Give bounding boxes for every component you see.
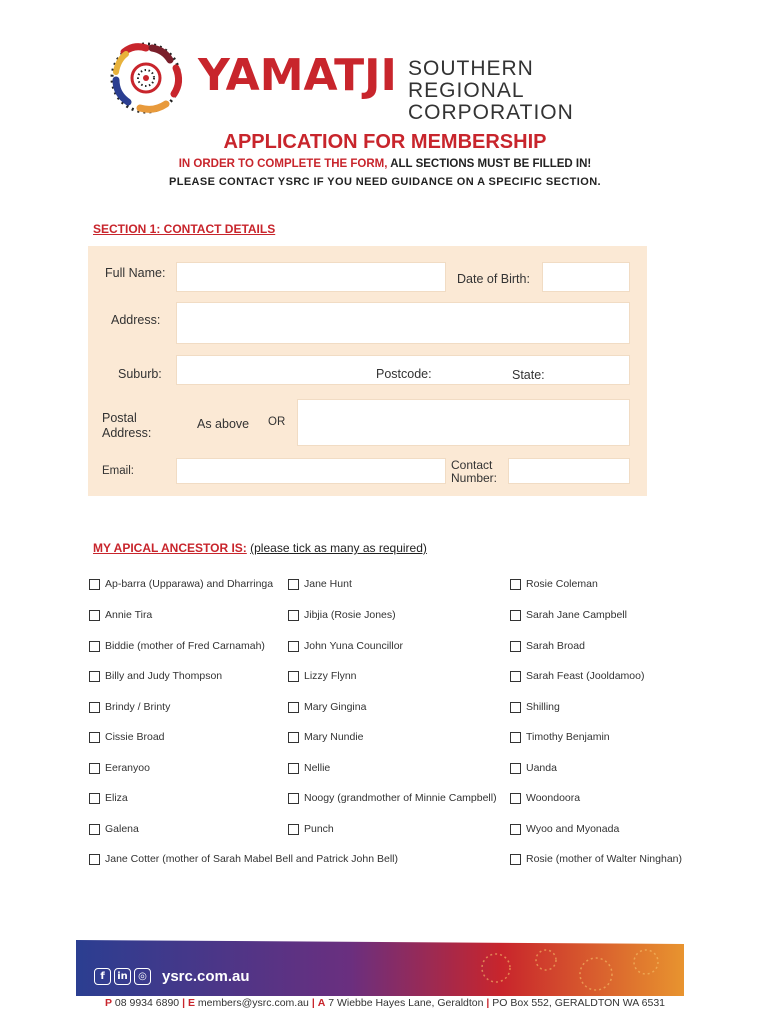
- logo-wordmark: YAMATJI: [198, 50, 397, 101]
- ancestor-label: Eeranyoo: [105, 762, 150, 774]
- checkbox[interactable]: [510, 854, 521, 865]
- ancestor-option[interactable]: [510, 853, 682, 865]
- ancestor-option[interactable]: [510, 762, 557, 774]
- checkbox[interactable]: [89, 854, 100, 865]
- instruction-line1: [0, 158, 770, 170]
- ancestor-label: Lizzy Flynn: [304, 670, 357, 682]
- contact-label-line2: Number:: [451, 471, 498, 485]
- phone-number: 08 9934 6890: [111, 997, 183, 1009]
- ancestor-label: Jibjia (Rosie Jones): [304, 609, 396, 621]
- ancestor-option[interactable]: [89, 762, 150, 774]
- checkbox[interactable]: [288, 732, 299, 743]
- po-box: PO Box 552, GERALDTON WA 6531: [489, 997, 666, 1009]
- instruction-emphasis: IN ORDER TO COMPLETE THE FORM,: [178, 158, 388, 170]
- ancestor-option[interactable]: [89, 853, 398, 865]
- separator: |: [311, 997, 315, 1009]
- section1-heading: SECTION 1: CONTACT DETAILS: [93, 222, 276, 236]
- ancestor-label: Galena: [105, 823, 139, 835]
- logo-subtitle-line1: SOUTHERN REGIONAL: [408, 57, 534, 102]
- ancestor-label: Billy and Judy Thompson: [105, 670, 223, 682]
- instagram-icon[interactable]: ◎: [134, 968, 151, 985]
- checkbox[interactable]: [288, 641, 299, 652]
- checkbox[interactable]: [288, 610, 299, 621]
- full-name-field[interactable]: [176, 262, 446, 292]
- ancestor-label: Nellie: [304, 762, 331, 774]
- checkbox[interactable]: [510, 671, 521, 682]
- checkbox[interactable]: [510, 579, 521, 590]
- ancestor-label: John Yuna Councillor: [304, 640, 404, 652]
- logo-subtitle: [408, 58, 654, 124]
- ancestor-option[interactable]: [288, 762, 330, 774]
- ancestor-option[interactable]: [288, 670, 357, 682]
- ancestor-option[interactable]: [510, 823, 619, 835]
- ancestor-option[interactable]: [89, 640, 265, 652]
- ancestor-option[interactable]: [288, 578, 352, 590]
- ancestor-label: Sarah Broad: [526, 640, 585, 652]
- state-label: State:: [512, 368, 545, 382]
- checkbox[interactable]: [89, 763, 100, 774]
- postcode-label: Postcode:: [376, 367, 432, 381]
- checkbox[interactable]: [510, 824, 521, 835]
- ancestor-label: Ap-barra (Upparawa) and Dharringa: [105, 578, 274, 590]
- ancestor-option[interactable]: [288, 701, 366, 713]
- contact-number-field[interactable]: [508, 458, 630, 484]
- checkbox[interactable]: [510, 610, 521, 621]
- social-links: [94, 968, 151, 985]
- ancestor-option[interactable]: [510, 640, 585, 652]
- ancestor-label: Timothy Benjamin: [526, 731, 610, 743]
- ancestor-label: Wyoo and Myonada: [526, 823, 620, 835]
- email-prefix: E: [187, 997, 195, 1009]
- checkbox[interactable]: [89, 702, 100, 713]
- ancestor-option[interactable]: [89, 731, 165, 743]
- ancestor-label: Punch: [304, 823, 334, 835]
- ancestor-option[interactable]: [89, 578, 273, 590]
- ancestor-heading-text: MY APICAL ANCESTOR IS:: [93, 541, 247, 555]
- ancestor-option[interactable]: [89, 792, 128, 804]
- checkbox[interactable]: [510, 702, 521, 713]
- address-label: Address:: [111, 313, 161, 327]
- checkbox[interactable]: [510, 641, 521, 652]
- ancestor-option[interactable]: [89, 701, 170, 713]
- postal-label-line2: Address:: [102, 426, 152, 440]
- instruction-line2: PLEASE CONTACT YSRC IF YOU NEED GUIDANCE ON A SPECIFIC SECTION.: [168, 176, 602, 188]
- ancestor-option[interactable]: [510, 670, 644, 682]
- contact-details-panel: [88, 246, 647, 496]
- website-link[interactable]: ysrc.com.au: [162, 968, 250, 985]
- checkbox[interactable]: [89, 824, 100, 835]
- checkbox[interactable]: [89, 793, 100, 804]
- ancestor-label: Jane Cotter (mother of Sarah Mabel Bell and Patrick John Bell): [105, 853, 398, 865]
- ancestor-heading: [93, 541, 427, 555]
- linkedin-icon[interactable]: in: [114, 968, 131, 985]
- checkbox[interactable]: [288, 702, 299, 713]
- ancestor-option[interactable]: [288, 792, 497, 804]
- ancestor-label: Rosie Coleman: [526, 578, 598, 590]
- phone-prefix: P: [104, 997, 112, 1009]
- ancestor-option[interactable]: [288, 609, 396, 621]
- checkbox[interactable]: [510, 763, 521, 774]
- ancestor-option[interactable]: [288, 640, 403, 652]
- contact-label-line1: Contact: [451, 458, 493, 472]
- ancestor-option[interactable]: [510, 792, 580, 804]
- ancestor-option[interactable]: [89, 609, 152, 621]
- ancestor-label: Brindy / Brinty: [105, 701, 171, 713]
- postal-address-label: [102, 411, 151, 441]
- ancestor-label: Sarah Jane Campbell: [526, 609, 627, 621]
- checkbox[interactable]: [89, 579, 100, 590]
- ancestor-label: Jane Hunt: [304, 578, 352, 590]
- dob-label: Date of Birth:: [457, 272, 530, 286]
- footer-contact-line: [0, 997, 770, 1009]
- postal-label-line1: Postal: [102, 411, 137, 425]
- ancestor-label: Noogy (grandmother of Minnie Campbell): [304, 792, 497, 804]
- separator: |: [486, 997, 490, 1009]
- ancestor-label: Annie Tira: [105, 609, 153, 621]
- checkbox[interactable]: [288, 793, 299, 804]
- ancestor-label: Mary Nundie: [304, 731, 364, 743]
- ancestor-option[interactable]: [288, 731, 364, 743]
- ancestor-label: Uanda: [526, 762, 557, 774]
- logo-emblem-icon: [106, 38, 190, 118]
- address-field[interactable]: [176, 302, 630, 344]
- dob-field[interactable]: [542, 262, 630, 292]
- organization-logo: [106, 38, 654, 124]
- ancestor-option[interactable]: [288, 823, 334, 835]
- ancestor-option[interactable]: [89, 823, 139, 835]
- email-address[interactable]: members@ysrc.com.au: [194, 997, 312, 1009]
- checkbox[interactable]: [288, 671, 299, 682]
- form-title: APPLICATION FOR MEMBERSHIP: [223, 131, 547, 153]
- checkbox[interactable]: [89, 641, 100, 652]
- or-label: OR: [268, 416, 286, 428]
- facebook-icon[interactable]: f: [94, 968, 111, 985]
- checkbox[interactable]: [510, 732, 521, 743]
- checkbox[interactable]: [89, 610, 100, 621]
- checkbox[interactable]: [89, 732, 100, 743]
- email-field[interactable]: [176, 458, 446, 484]
- ancestor-option[interactable]: [510, 731, 610, 743]
- email-label: Email:: [102, 465, 134, 477]
- street-address: 7 Wiebbe Hayes Lane, Geraldton: [325, 997, 487, 1009]
- ancestor-option[interactable]: [510, 609, 627, 621]
- checkbox[interactable]: [288, 763, 299, 774]
- ancestor-option[interactable]: [510, 578, 598, 590]
- ancestor-option[interactable]: [89, 670, 222, 682]
- checkbox[interactable]: [288, 579, 299, 590]
- ancestor-label: Mary Gingina: [304, 701, 367, 713]
- ancestor-label: Eliza: [105, 792, 128, 804]
- checkbox[interactable]: [510, 793, 521, 804]
- address-prefix: A: [317, 997, 326, 1009]
- checkbox[interactable]: [89, 671, 100, 682]
- ancestor-label: Woondoora: [526, 792, 581, 804]
- ancestor-label: Sarah Feast (Jooldamoo): [526, 670, 645, 682]
- ancestor-label: Biddie (mother of Fred Carnamah): [105, 640, 265, 652]
- ancestor-label: Rosie (mother of Walter Ninghan): [526, 853, 683, 865]
- separator: |: [182, 997, 186, 1009]
- suburb-label: Suburb:: [118, 367, 162, 381]
- postal-address-field[interactable]: [297, 399, 630, 446]
- as-above-label[interactable]: As above: [197, 417, 250, 431]
- logo-subtitle-line2: CORPORATION: [408, 101, 574, 124]
- ancestor-label: Shilling: [526, 701, 560, 713]
- ancestor-heading-note: (please tick as many as required): [250, 541, 427, 555]
- contact-number-label: [451, 459, 497, 485]
- ancestor-label: Cissie Broad: [105, 731, 165, 743]
- full-name-label: Full Name:: [105, 266, 166, 280]
- checkbox[interactable]: [288, 824, 299, 835]
- ancestor-option[interactable]: [510, 701, 560, 713]
- instruction-rest: ALL SECTIONS MUST BE FILLED IN!: [387, 158, 592, 170]
